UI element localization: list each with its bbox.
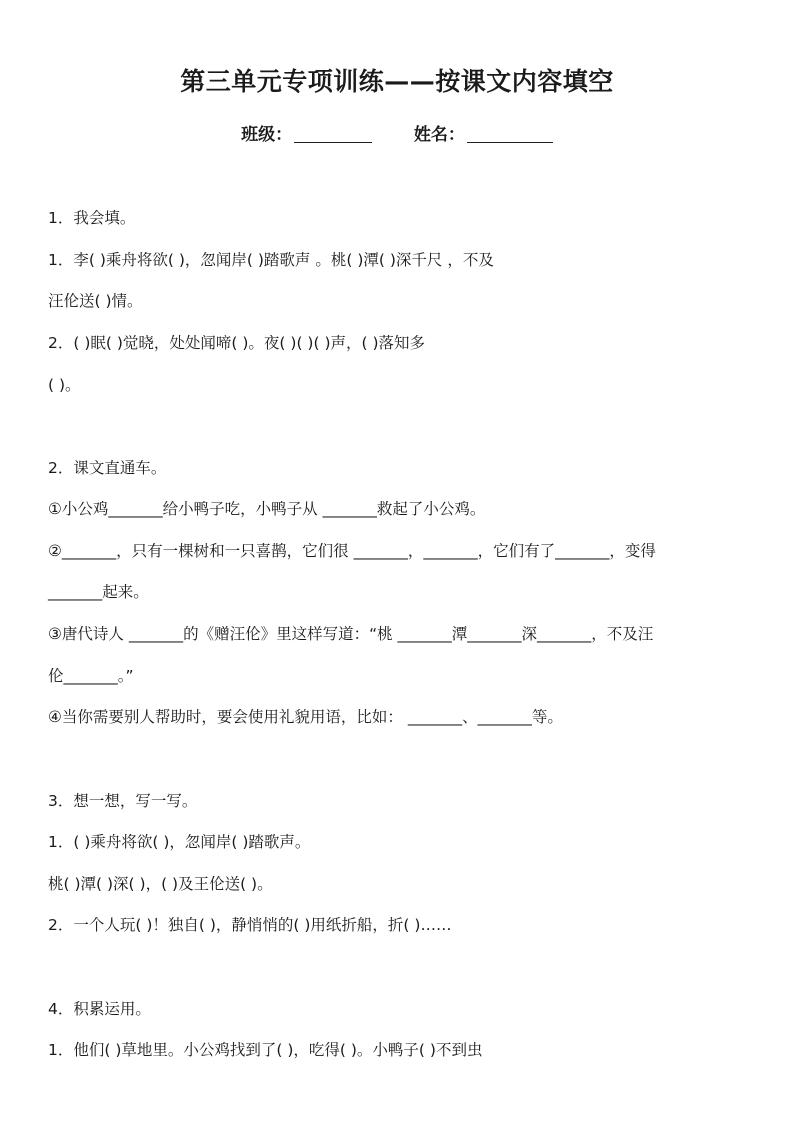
name-blank[interactable] — [467, 124, 553, 143]
section-2-heading: 2．课文直通车。 — [48, 459, 167, 477]
section-2-line-3: _______起来。 — [48, 583, 149, 601]
class-blank[interactable] — [294, 124, 372, 143]
section-1-heading: 1．我会填。 — [48, 209, 136, 227]
section-3-line-2: 桃( )潭( )深( )，( )及王伦送( )。 — [48, 875, 273, 893]
section-3-line-1: 1．( )乘舟将欲( )，忽闻岸( )踏歌声。 — [48, 833, 311, 851]
section-4-heading: 4．积累运用。 — [48, 1000, 151, 1018]
section-1-line-1: 1．李( )乘舟将欲( )，忽闻岸( )踏歌声 。桃( )潭( )深千尺 ，不及 — [48, 251, 494, 269]
section-3-line-3: 2．一个人玩( )！独自( )，静悄悄的( )用纸折船，折( )…… — [48, 916, 452, 934]
section-3-heading: 3．想一想，写一写。 — [48, 792, 198, 810]
section-1-line-2: 汪伦送( )情。 — [48, 292, 143, 310]
section-1-line-3: 2．( )眠( )觉晓，处处闻啼( )。夜( )( )( )声，( )落知多 — [48, 334, 426, 352]
page-title: 第三单元专项训练——按课文内容填空 — [180, 67, 614, 96]
name-label: 姓名： — [413, 125, 465, 145]
section-4-line-1: 1．他们( )草地里。小公鸡找到了( )，吃得( )。小鸭子( )不到虫 — [48, 1041, 483, 1059]
class-label: 班级： — [241, 125, 293, 145]
section-2-line-6: ④当你需要别人帮助时，要会使用礼貌用语，比如： _______、_______等。 — [48, 708, 563, 726]
section-2-line-1: ①小公鸡_______给小鸭子吃，小鸭子从 _______救起了小公鸡。 — [48, 500, 486, 518]
section-2-line-2: ②_______，只有一棵树和一只喜鹊，它们很 _______，_______，它们有了_______，变得 — [48, 542, 656, 560]
section-1-line-4: ( )。 — [48, 376, 81, 394]
student-info-line — [0, 120, 794, 145]
section-2-line-4: ③唐代诗人 _______的《赠汪伦》里这样写道：“桃 _______潭_______深_______，不及汪 — [48, 625, 654, 643]
section-2-line-5: 伦_______。” — [48, 667, 134, 685]
